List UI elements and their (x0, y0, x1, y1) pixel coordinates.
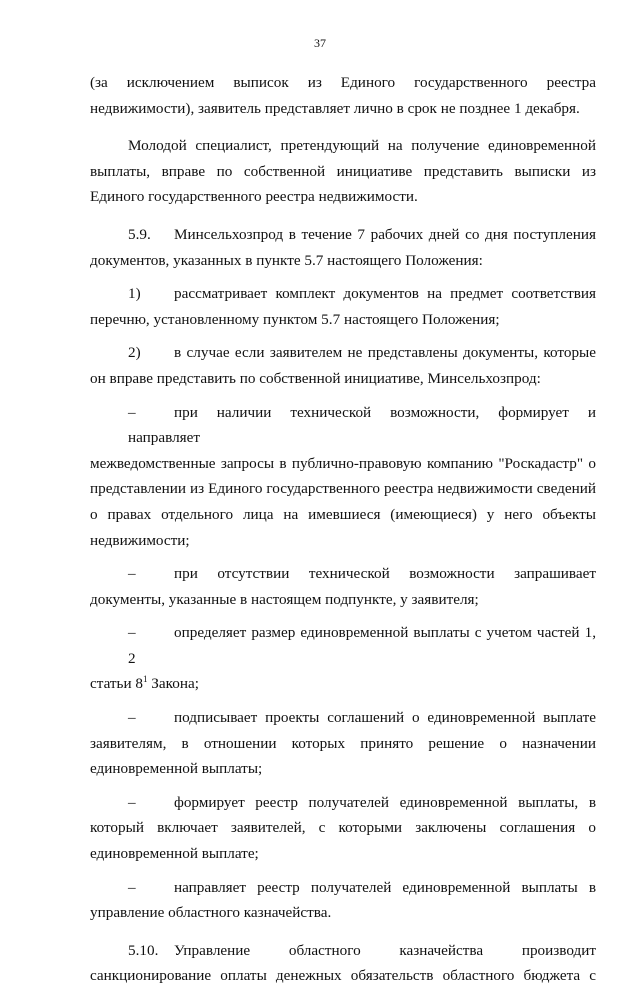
text-line: единовременной выплате; (90, 845, 259, 863)
text-line: межведомственные запросы в публично-правовую компанию "Роскадастр" о (90, 454, 596, 472)
text-line: документы, указанные в настоящем подпункте, у заявителя; (90, 590, 479, 608)
text-line (90, 561, 596, 587)
text-line: перечню, установленному пунктом 5.7 настоящего Положения; (90, 310, 500, 328)
text-fragment: в случае если заявителем не представлены документы, которые (174, 344, 596, 362)
text-fragment: Закона; (151, 675, 199, 693)
text-line: представлении из Единого государственного реестра недвижимости сведений (90, 480, 596, 498)
subclause-marker: 1) (128, 285, 141, 303)
dash-item (90, 875, 596, 926)
text-fragment: направляет реестр получателей единовременной выплаты в (174, 878, 596, 896)
clause-number: 5.9. (128, 225, 151, 243)
subclause-paragraph (90, 281, 596, 332)
text-line (90, 281, 596, 307)
text-line (90, 400, 596, 451)
clause-paragraph (90, 938, 596, 989)
text-line: заявителям, в отношении которых принято решение о назначении (90, 734, 596, 752)
dash-item (90, 400, 596, 554)
text-line: который включает заявителей, с которыми заключены соглашения о (90, 819, 596, 837)
text-line: Молодой специалист, претендующий на получение единовременной (128, 137, 596, 155)
text-line: Единого государственного реестра недвижимости. (90, 188, 418, 206)
subclause-marker: 2) (128, 344, 141, 362)
text-line (90, 620, 596, 671)
text-line: санкционирование оплаты денежных обязательств областного бюджета с (90, 967, 596, 985)
text-fragment: определяет размер единовременной выплаты с учетом частей 1, 2 (128, 624, 596, 667)
dash-marker: – (128, 565, 136, 583)
clause-number: 5.10. (128, 941, 159, 959)
dash-item (90, 790, 596, 867)
text-line: он вправе представить по собственной инициативе, Минсельхозпрод: (90, 369, 541, 387)
clause-paragraph (90, 222, 596, 273)
dash-item (90, 561, 596, 612)
dash-item (90, 620, 596, 697)
text-line: выплаты, вправе по собственной инициативе представить выписки из (90, 162, 596, 180)
text-line: управление областного казначейства. (90, 904, 332, 922)
text-line (90, 790, 596, 816)
dash-marker: – (128, 793, 136, 811)
text-line (90, 875, 596, 901)
text-fragment: формирует реестр получателей единовременной выплаты, в (174, 793, 596, 811)
dash-marker: – (128, 624, 136, 642)
text-fragment: Минсельхозпрод в течение 7 рабочих дней со дня поступления (174, 225, 596, 243)
text-line (90, 340, 596, 366)
text-line: недвижимости), заявитель представляет лично в срок не позднее 1 декабря. (90, 99, 580, 117)
text-fragment: при отсутствии технической возможности запрашивает (174, 565, 596, 583)
dash-marker: – (128, 709, 136, 727)
text-fragment: при наличии технической возможности, формирует и направляет (128, 403, 596, 447)
text-line (90, 222, 596, 248)
dash-marker: – (128, 878, 136, 896)
paragraph (90, 70, 596, 121)
dash-item (90, 705, 596, 782)
text-line: документов, указанных в пункте 5.7 настоящего Положения: (90, 251, 483, 269)
text-fragment: Управление областного казначейства производит (174, 941, 596, 959)
page-number: 37 (314, 36, 326, 50)
dash-marker: – (128, 403, 136, 421)
subclause-paragraph (90, 340, 596, 391)
text-line: (за исключением выписок из Единого государственного реестра (90, 74, 596, 91)
text-fragment: подписывает проекты соглашений о единовременной выплате (174, 709, 596, 727)
text-line: единовременной выплаты; (90, 760, 263, 778)
paragraph (90, 133, 596, 210)
text-line: о правах отдельного лица на имевшиеся (имеющиеся) у него объекты (90, 505, 596, 523)
document-body (90, 70, 596, 989)
text-line: недвижимости; (90, 531, 190, 549)
text-fragment: рассматривает комплект документов на предмет соответствия (174, 285, 596, 303)
text-line (90, 705, 596, 731)
superscript: 1 (143, 674, 148, 685)
text-line (90, 671, 596, 697)
text-line (90, 938, 596, 964)
text-fragment: статьи 8 (90, 675, 143, 693)
